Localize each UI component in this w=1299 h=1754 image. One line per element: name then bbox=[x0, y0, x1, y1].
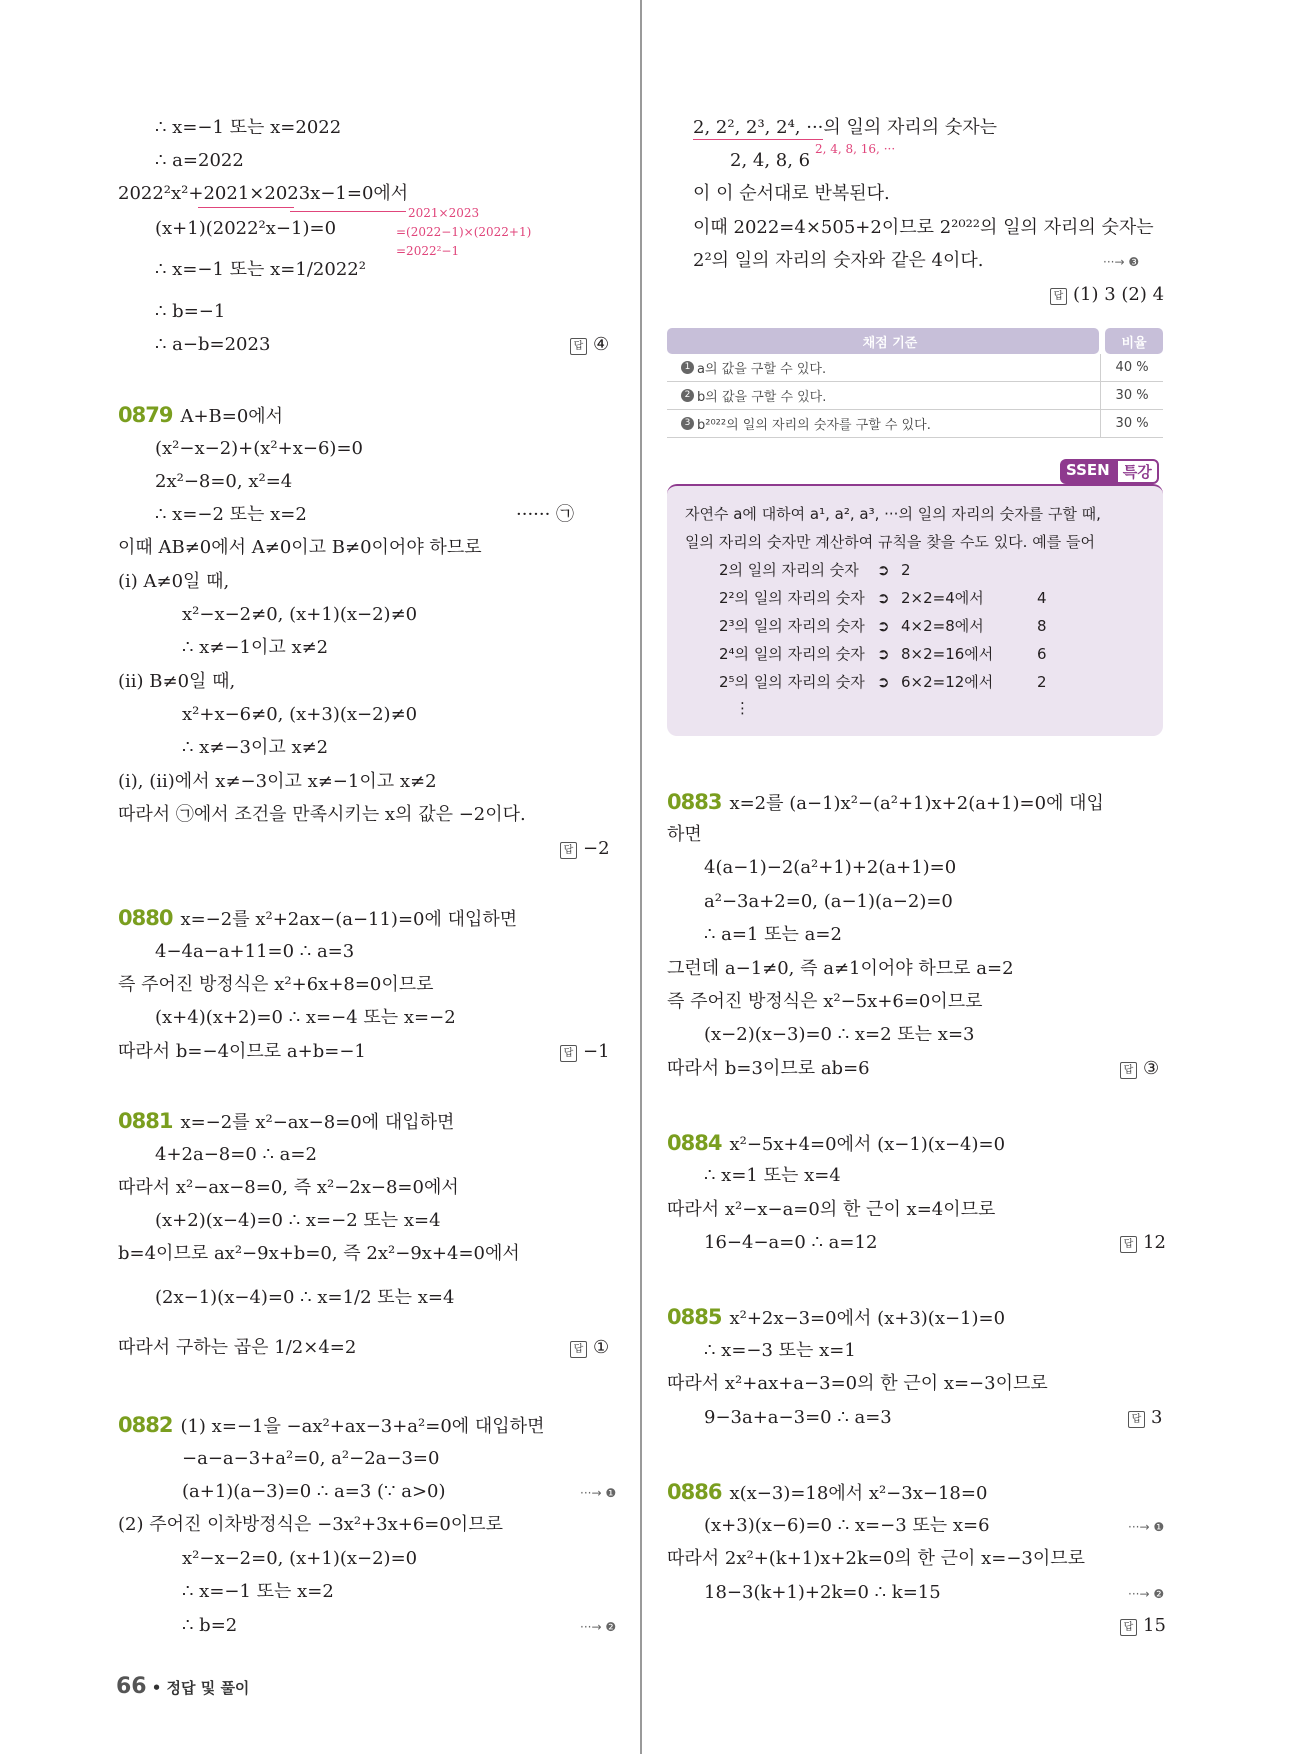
answer: 답 −1 bbox=[560, 1040, 610, 1064]
ssen-badge: SSEN 특강 bbox=[1060, 459, 1159, 484]
step-marker: ···→ ❶ bbox=[580, 1486, 617, 1500]
table-row: 3 b²⁰²²의 일의 자리의 숫자를 구할 수 있다. 30 % bbox=[667, 410, 1163, 438]
text-line: ∴ a=2022 bbox=[155, 150, 244, 171]
arrow-icon: ➲ bbox=[877, 617, 890, 635]
text-line: 따라서 2x²+(k+1)x+2k=0의 한 근이 x=−3이므로 bbox=[667, 1548, 1086, 1569]
text-line: 9−3a+a−3=0 ∴ a=3 bbox=[704, 1407, 892, 1428]
underline bbox=[198, 207, 294, 208]
text-line: (a+1)(a−3)=0 ∴ a=3 (∵ a>0) bbox=[182, 1481, 446, 1502]
text-line: (x−2)(x−3)=0 ∴ x=2 또는 x=3 bbox=[704, 1024, 975, 1045]
tip-row-calc: 6×2=12에서 bbox=[901, 673, 994, 691]
text-line: ∴ a−b=2023 bbox=[155, 334, 271, 355]
text-line: ∴ x=−2 또는 x=2 bbox=[155, 504, 307, 525]
text-line: 따라서 x²−ax−8=0, 즉 x²−2x−8=0에서 bbox=[118, 1177, 459, 1198]
text-line: 그런데 a−1≠0, 즉 a≠1이어야 하므로 a=2 bbox=[667, 958, 1014, 979]
problem-header: 0883 x=2를 (a−1)x²−(a²+1)x+2(a+1)=0에 대입 bbox=[667, 790, 1104, 814]
tip-box bbox=[667, 484, 1163, 736]
table-header: 채점 기준 bbox=[667, 328, 1099, 354]
text-line: (x+3)(x−6)=0 ∴ x=−3 또는 x=6 bbox=[704, 1515, 990, 1536]
arrow-icon: ➲ bbox=[877, 561, 890, 579]
arrow-icon: ➲ bbox=[877, 645, 890, 663]
text-line: ∴ x≠−1이고 x≠2 bbox=[182, 637, 329, 658]
text-line: ∴ b=2 bbox=[182, 1615, 238, 1636]
tip-row-digit: 8 bbox=[1037, 617, 1047, 635]
tip-text: 일의 자리의 숫자만 계산하여 규칙을 찾을 수도 있다. 예를 들어 bbox=[685, 533, 1095, 551]
text-line: b=4이므로 ax²−9x+b=0, 즉 2x²−9x+4=0에서 bbox=[118, 1243, 520, 1264]
text-line: 따라서 x²+ax+a−3=0의 한 근이 x=−3이므로 bbox=[667, 1373, 1048, 1394]
tip-row-calc: 2×2=4에서 bbox=[901, 589, 984, 607]
problem-header: 0885 x²+2x−3=0에서 (x+3)(x−1)=0 bbox=[667, 1305, 1006, 1329]
answer: 답 (1) 3 (2) 4 bbox=[1050, 283, 1164, 307]
table-row: 2 b의 값을 구할 수 있다. 30 % bbox=[667, 382, 1163, 410]
text-line: x²−x−2≠0, (x+1)(x−2)≠0 bbox=[182, 604, 418, 625]
step-marker: ···→ ❷ bbox=[1128, 1587, 1165, 1601]
answer: 답 −2 bbox=[560, 837, 610, 861]
text-line: ∴ a=1 또는 a=2 bbox=[704, 924, 842, 945]
text-line: (x+2)(x−4)=0 ∴ x=−2 또는 x=4 bbox=[155, 1210, 441, 1231]
text-line: 2²의 일의 자리의 숫자와 같은 4이다. bbox=[693, 250, 984, 271]
problem-header: 0882 (1) x=−1을 −ax²+ax−3+a²=0에 대입하면 bbox=[118, 1413, 545, 1437]
tip-row-label: 2²의 일의 자리의 숫자 bbox=[719, 589, 865, 607]
text-line: (i), (ii)에서 x≠−3이고 x≠−1이고 x≠2 bbox=[118, 771, 437, 792]
column-divider bbox=[640, 0, 642, 1754]
text-line: 16−4−a=0 ∴ a=12 bbox=[704, 1232, 878, 1253]
tip-row-calc: 4×2=8에서 bbox=[901, 617, 984, 635]
answer: 답 ① bbox=[570, 1336, 609, 1360]
tip-row-label: 2³의 일의 자리의 숫자 bbox=[719, 617, 865, 635]
step-marker: ···→ ❸ bbox=[1103, 255, 1140, 269]
text-line: 즉 주어진 방정식은 x²−5x+6=0이므로 bbox=[667, 991, 983, 1012]
side-note: =(2022−1)×(2022+1) bbox=[396, 225, 532, 239]
text-line: 2x²−8=0, x²=4 bbox=[155, 471, 293, 492]
text-line: (ii) B≠0일 때, bbox=[118, 671, 236, 692]
text-line: ∴ x=−3 또는 x=1 bbox=[704, 1340, 856, 1361]
answer: 답 3 bbox=[1128, 1406, 1162, 1430]
text-line: 18−3(k+1)+2k=0 ∴ k=15 bbox=[704, 1582, 941, 1603]
tip-ellipsis: ⋮ bbox=[735, 699, 750, 717]
answer: 답 15 bbox=[1120, 1614, 1166, 1638]
text-line: ∴ x=1 또는 x=4 bbox=[704, 1165, 841, 1186]
footer-label: • 정답 및 풀이 bbox=[151, 1679, 250, 1697]
arrow-icon: ➲ bbox=[877, 589, 890, 607]
answer: 답 ③ bbox=[1120, 1057, 1159, 1081]
page-footer bbox=[116, 1674, 249, 1699]
tip-row-digit: 2 bbox=[1037, 673, 1047, 691]
tip-row-calc: 8×2=16에서 bbox=[901, 645, 994, 663]
text-line: 따라서 b=3이므로 ab=6 bbox=[667, 1058, 870, 1079]
text-line: ∴ b=−1 bbox=[155, 301, 226, 322]
text-line: 따라서 ㉠에서 조건을 만족시키는 x의 값은 −2이다. bbox=[118, 804, 526, 825]
text-line: x²+x−6≠0, (x+3)(x−2)≠0 bbox=[182, 704, 418, 725]
grading-table bbox=[667, 328, 1163, 438]
text-line: (x+1)(2022²x−1)=0 bbox=[155, 218, 337, 239]
text-line: 2, 2², 2³, 2⁴, ···의 일의 자리의 숫자는 bbox=[693, 117, 998, 138]
text-line: 4(a−1)−2(a²+1)+2(a+1)=0 bbox=[704, 857, 957, 878]
step-marker: ···→ ❷ bbox=[580, 1620, 617, 1634]
text-line: ∴ x≠−3이고 x≠2 bbox=[182, 737, 329, 758]
problem-header: 0881 x=−2를 x²−ax−8=0에 대입하면 bbox=[118, 1109, 455, 1133]
tip-row-calc: 2 bbox=[901, 561, 911, 579]
table-header: 비율 bbox=[1105, 328, 1163, 354]
marker: ······ ㉠ bbox=[516, 504, 575, 525]
text-line: 4+2a−8=0 ∴ a=2 bbox=[155, 1144, 317, 1165]
text-line: ∴ x=−1 또는 x=2 bbox=[182, 1581, 334, 1602]
note-leader bbox=[290, 211, 406, 212]
text-line: 따라서 b=−4이므로 a+b=−1 bbox=[118, 1041, 366, 1062]
tip-row-label: 2⁴의 일의 자리의 숫자 bbox=[719, 645, 865, 663]
side-note: 2, 4, 8, 16, ··· bbox=[815, 142, 896, 156]
tip-row-label: 2의 일의 자리의 숫자 bbox=[719, 561, 859, 579]
text-line: 즉 주어진 방정식은 x²+6x+8=0이므로 bbox=[118, 974, 434, 995]
text-line: −a−a−3+a²=0, a²−2a−3=0 bbox=[182, 1448, 440, 1469]
problem-header: 0880 x=−2를 x²+2ax−(a−11)=0에 대입하면 bbox=[118, 906, 518, 930]
text-line: ∴ x=−1 또는 x=1/2022² bbox=[155, 259, 366, 280]
problem-header: 0879 A+B=0에서 bbox=[118, 403, 284, 427]
step-marker: ···→ ❶ bbox=[1128, 1520, 1165, 1534]
text-line: (i) A≠0일 때, bbox=[118, 571, 230, 592]
answer: 답 ④ bbox=[570, 333, 609, 357]
text-line: 이때 2022=4×505+2이므로 2²⁰²²의 일의 자리의 숫자는 bbox=[693, 217, 1154, 238]
page-number: 66 bbox=[116, 1674, 147, 1699]
text-line: 4−4a−a+11=0 ∴ a=3 bbox=[155, 941, 355, 962]
tip-row-label: 2⁵의 일의 자리의 숫자 bbox=[719, 673, 865, 691]
text-line: 하면 bbox=[667, 824, 702, 845]
text-line: a²−3a+2=0, (a−1)(a−2)=0 bbox=[704, 891, 953, 912]
text-line: 이 이 순서대로 반복된다. bbox=[693, 183, 890, 204]
problem-header: 0886 x(x−3)=18에서 x²−3x−18=0 bbox=[667, 1480, 988, 1504]
text-line: 이때 AB≠0에서 A≠0이고 B≠0이어야 하므로 bbox=[118, 537, 482, 558]
text-line: (x²−x−2)+(x²+x−6)=0 bbox=[155, 438, 363, 459]
text-line: ∴ x=−1 또는 x=2022 bbox=[155, 117, 342, 138]
text-line: (2x−1)(x−4)=0 ∴ x=1/2 또는 x=4 bbox=[155, 1287, 455, 1308]
problem-header: 0884 x²−5x+4=0에서 (x−1)(x−4)=0 bbox=[667, 1131, 1006, 1155]
side-note: 2021×2023 bbox=[408, 206, 480, 220]
text-line: (2) 주어진 이차방정식은 −3x²+3x+6=0이므로 bbox=[118, 1514, 503, 1535]
underline bbox=[693, 139, 823, 140]
text-line: 따라서 x²−x−a=0의 한 근이 x=4이므로 bbox=[667, 1199, 996, 1220]
side-note: =2022²−1 bbox=[396, 244, 460, 258]
text-line: 2, 4, 8, 6 bbox=[730, 150, 811, 171]
table-row: 1 a의 값을 구할 수 있다. 40 % bbox=[667, 354, 1163, 382]
text-line: x²−x−2=0, (x+1)(x−2)=0 bbox=[182, 1548, 418, 1569]
text-line: 2022²x²+2021×2023x−1=0에서 bbox=[118, 183, 409, 204]
tip-row-digit: 4 bbox=[1037, 589, 1047, 607]
tip-text: 자연수 a에 대하여 a¹, a², a³, ···의 일의 자리의 숫자를 구할 때, bbox=[685, 505, 1101, 523]
arrow-icon: ➲ bbox=[877, 673, 890, 691]
text-line: (x+4)(x+2)=0 ∴ x=−4 또는 x=−2 bbox=[155, 1007, 456, 1028]
tip-row-digit: 6 bbox=[1037, 645, 1047, 663]
answer: 답 12 bbox=[1120, 1231, 1166, 1255]
text-line: 따라서 구하는 곱은 1/2×4=2 bbox=[118, 1337, 357, 1358]
